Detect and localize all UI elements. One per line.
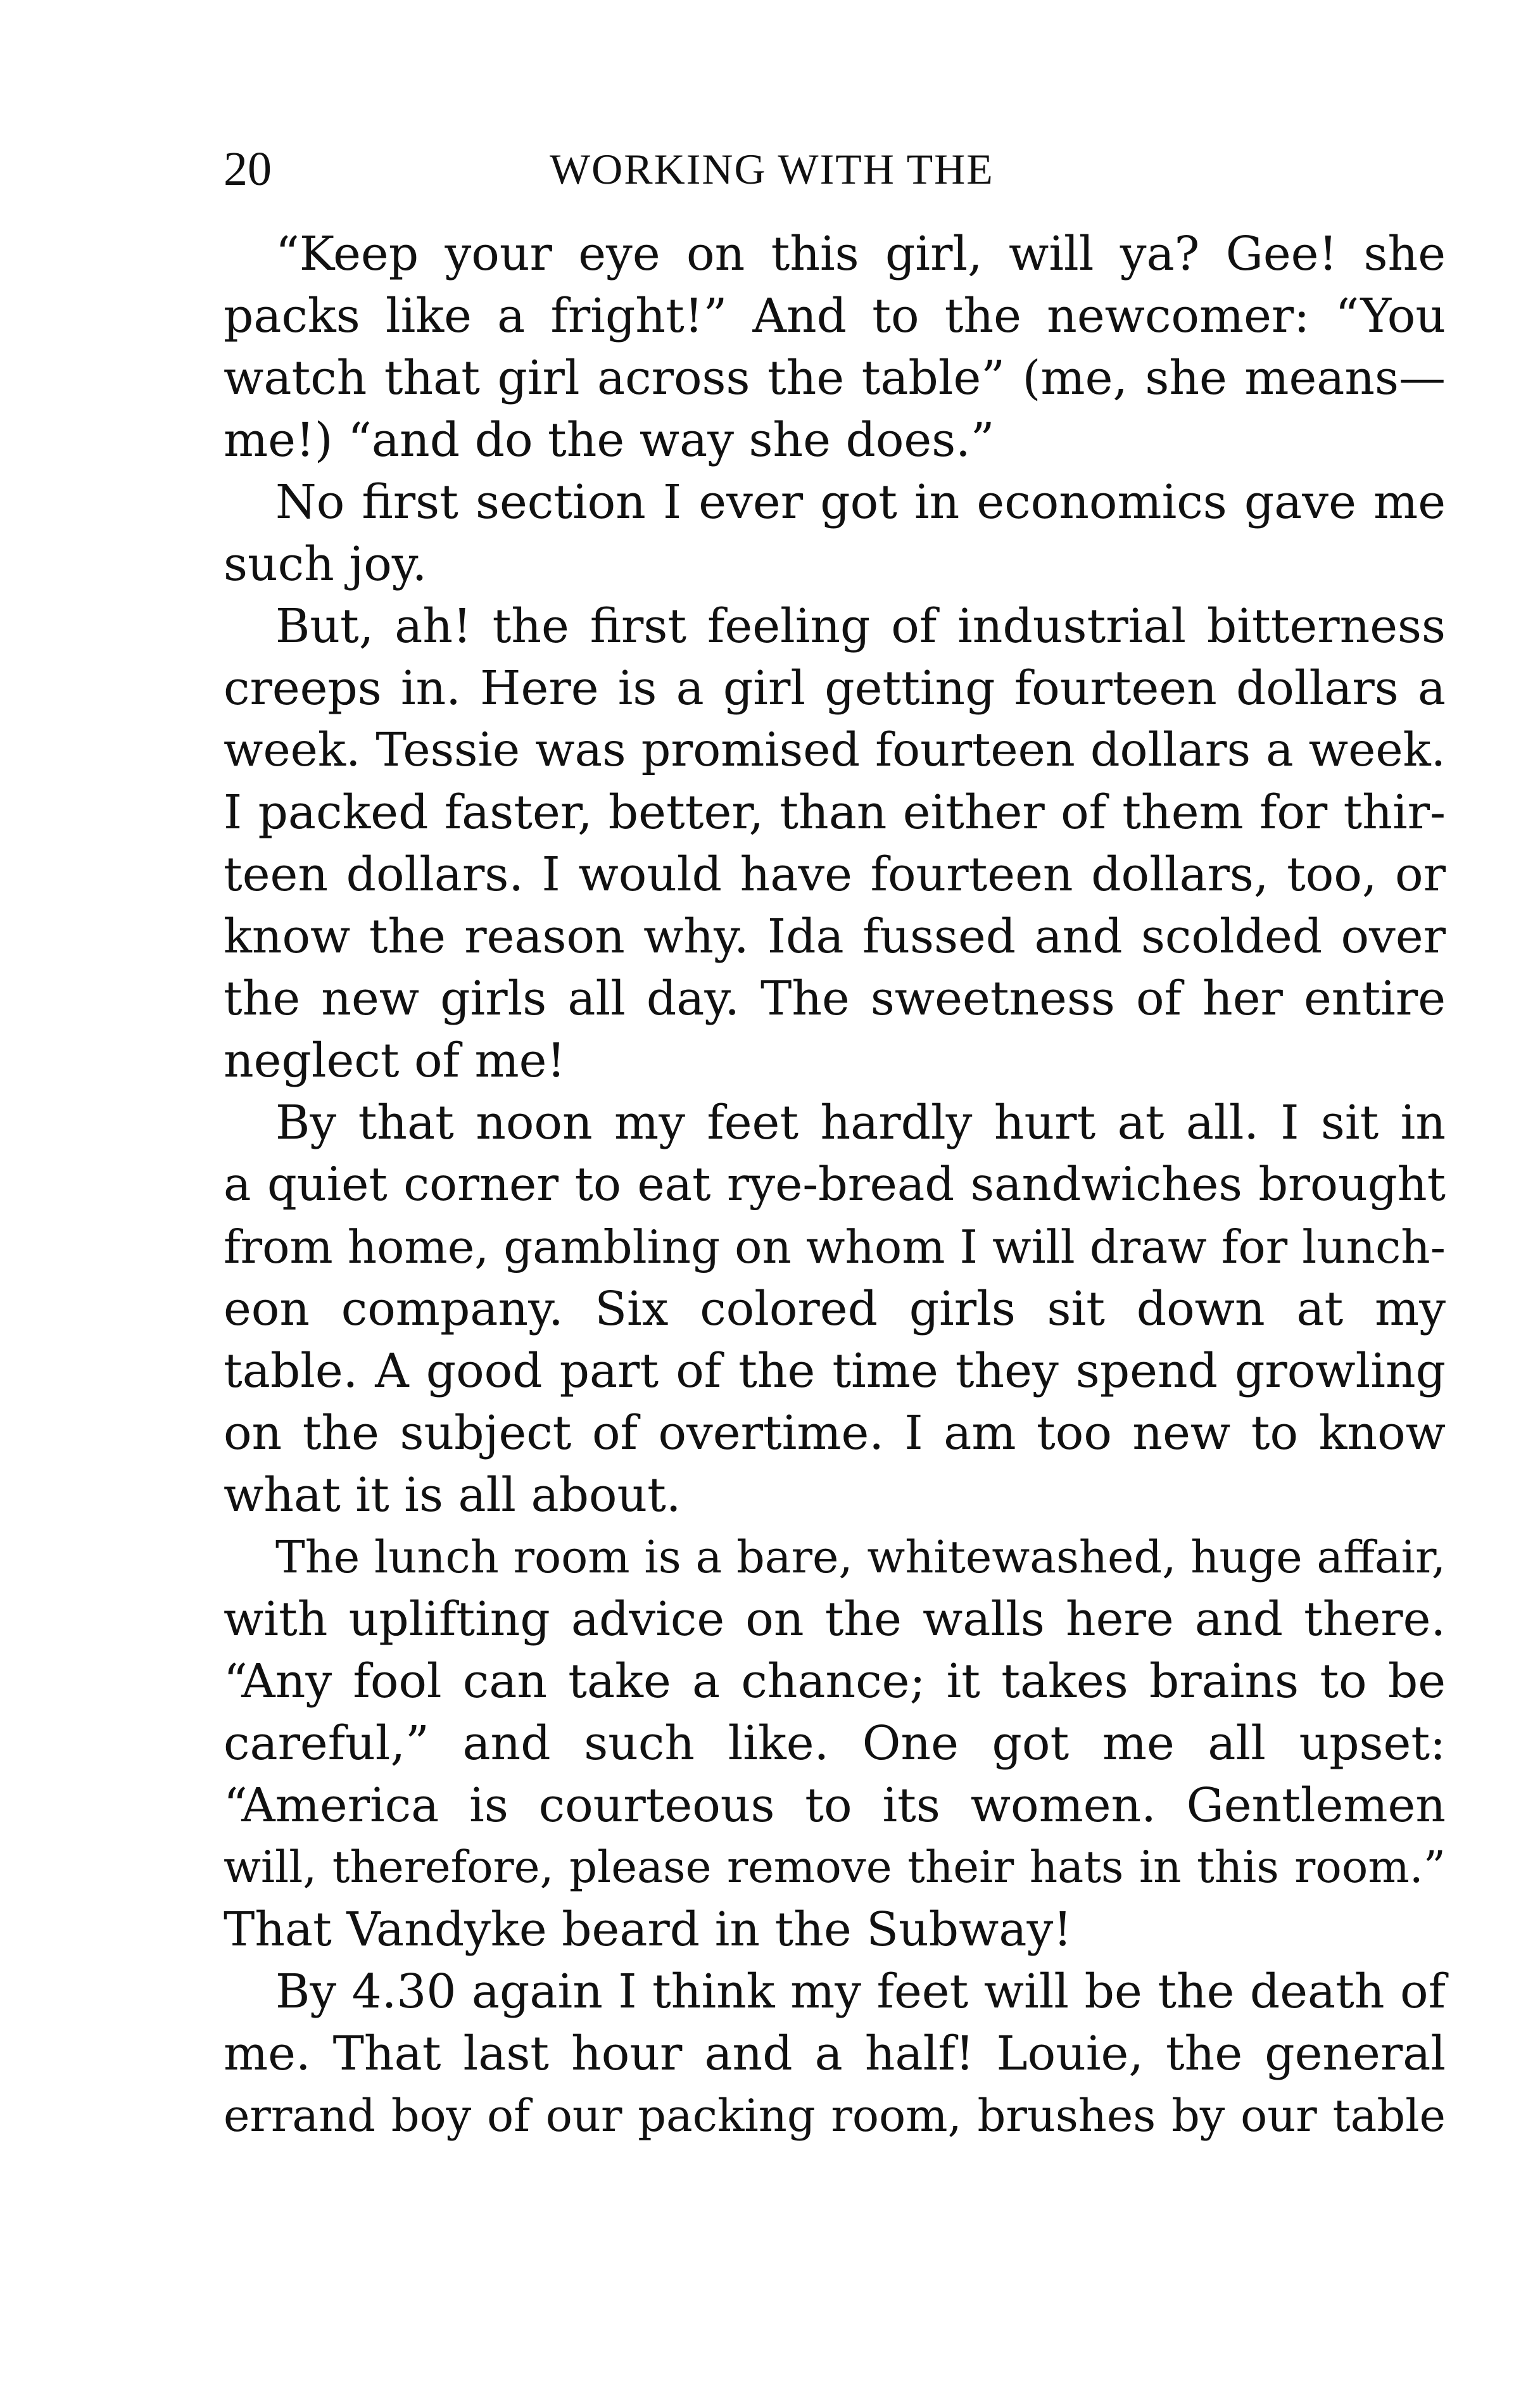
text-line: from home, gambling on whom I will draw for lunch- — [224, 1220, 1446, 1274]
text-line: But, ah! the first feeling of industrial bitterness — [275, 599, 1446, 654]
text-line: I packed faster, better, than either of them for thir- — [224, 785, 1446, 840]
text-line: errand boy of our packing room, brushes by our table — [224, 2090, 1446, 2142]
text-line: a quiet corner to eat rye-bread sandwiches brought — [224, 1158, 1446, 1211]
text-line: know the reason why. Ida fussed and scolded over — [224, 909, 1446, 964]
text-line: By 4.30 again I think my feet will be the death of — [275, 1964, 1446, 2019]
running-head: WORKING WITH THE — [550, 145, 994, 193]
text-line: the new girls all day. The sweetness of her entire — [224, 971, 1446, 1026]
text-line: will, therefore, please remove their hats in this room.” — [224, 1842, 1446, 1893]
text-line: The lunch room is a bare, whitewashed, huge affair, — [275, 1531, 1446, 1583]
text-line: “America is courteous to its women. Gentlemen — [224, 1778, 1446, 1833]
text-line: eon company. Six colored girls sit down at my — [224, 1282, 1446, 1336]
text-line: table. A good part of the time they spend growling — [224, 1344, 1446, 1398]
text-line: That Vandyke beard in the Subway! — [224, 1902, 1072, 1957]
text-line: creeps in. Here is a girl getting fourteen dollars a — [224, 661, 1446, 716]
text-line: “Keep your eye on this girl, will ya? Gee! she — [275, 227, 1446, 281]
body-text — [224, 223, 1446, 2147]
text-line: me!) “and do the way she does.” — [224, 413, 995, 467]
text-line: with uplifting advice on the walls here and there. — [224, 1592, 1446, 1647]
text-line: week. Tessie was promised fourteen dollars a week. — [224, 723, 1446, 777]
text-line: on the subject of overtime. I am too new to know — [224, 1406, 1446, 1460]
text-line: what it is all about. — [224, 1468, 681, 1522]
page-number: 20 — [224, 142, 272, 196]
text-line: me. That last hour and a half! Louie, the general — [224, 2026, 1446, 2081]
text-line: No first section I ever got in economics gave me — [275, 475, 1446, 529]
page-header — [224, 134, 1446, 204]
text-line: neglect of me! — [224, 1033, 566, 1088]
text-line: careful,” and such like. One got me all upset: — [224, 1716, 1446, 1771]
text-line: such joy. — [224, 537, 427, 591]
text-line: “Any fool can take a chance; it takes brains to be — [224, 1654, 1446, 1709]
text-line: teen dollars. I would have fourteen dollars, too, or — [224, 847, 1446, 902]
text-line: watch that girl across the table” (me, she means— — [224, 351, 1446, 405]
text-line: packs like a fright!” And to the newcomer: “You — [224, 289, 1446, 343]
text-line: By that noon my feet hardly hurt at all. I sit in — [275, 1096, 1446, 1150]
